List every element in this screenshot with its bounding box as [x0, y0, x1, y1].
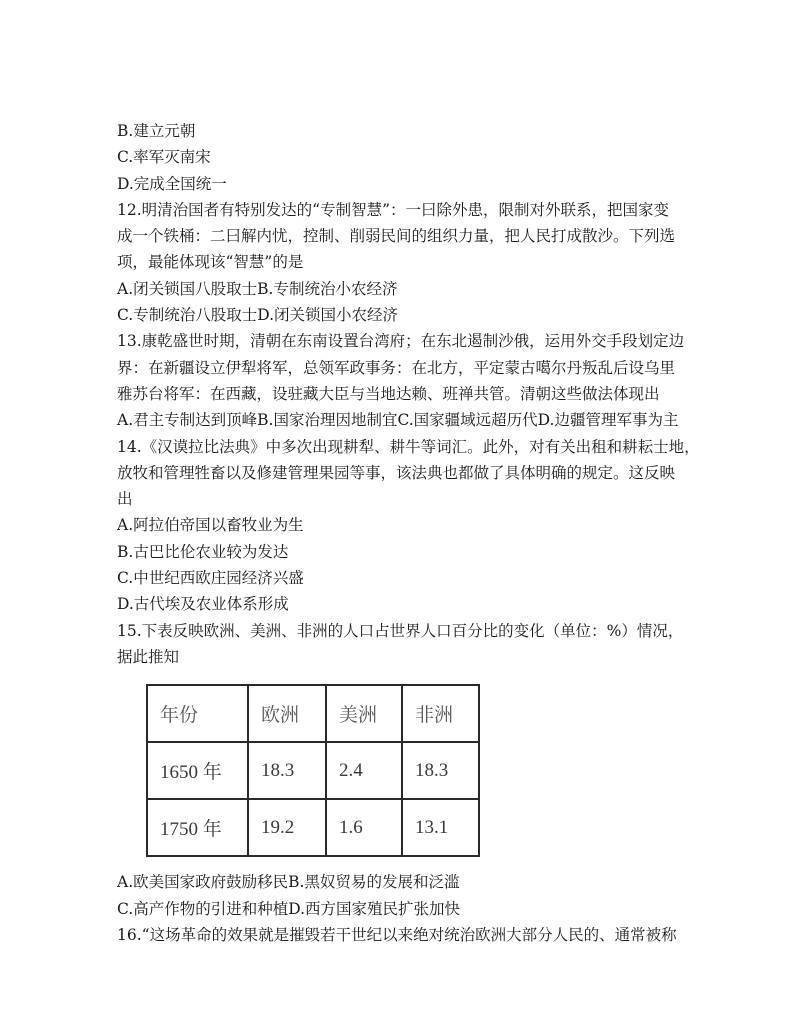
document-page: [117, 118, 700, 948]
option-line: C.率军灭南宋: [117, 148, 211, 167]
option-line: D.古代埃及农业体系形成: [117, 595, 289, 614]
option-line: A.闭关锁国八股取士B.专制统治小农经济: [117, 279, 398, 298]
table-cell: 18.3: [248, 742, 326, 799]
question-line: 出: [117, 490, 133, 509]
table-row: [147, 799, 479, 856]
population-table-wrapper: [146, 684, 687, 857]
table-cell: 13.1: [402, 799, 479, 856]
question-line: 界：在新疆设立伊犁将军，总领军政事务：在北方，平定蒙古噶尔丹叛乱后设乌里: [117, 358, 676, 377]
table-cell: 1750 年: [147, 799, 248, 856]
question-line: 放牧和管理牲畜以及修建管理果园等事，该法典也都做了具体明确的规定。这反映: [117, 463, 676, 482]
table-header-row: [147, 685, 479, 742]
question-line: 13.康乾盛世时期，清朝在东南设置台湾府；在东北遏制沙俄，运用外交手段划定边: [117, 332, 685, 351]
table-cell: 2.4: [326, 742, 402, 799]
option-line: C.高产作物的引进和种植D.西方国家殖民扩张加快: [117, 899, 461, 918]
text-block-bottom: [117, 869, 687, 948]
option-line: C.专制统治八股取士D.闭关锁国小农经济: [117, 306, 399, 325]
table-cell: 1650 年: [147, 742, 248, 799]
option-line: D.完成全国统一: [117, 174, 227, 193]
question-line: 16.“这场革命的效果就是摧毁若干世纪以来绝对统治欧洲大部分人民的、通常被称: [117, 925, 677, 944]
population-table: [146, 684, 480, 857]
table-header-cell: 非洲: [402, 685, 479, 742]
table-header-cell: 欧洲: [248, 685, 326, 742]
table-header-cell: 美洲: [326, 685, 402, 742]
table-header-cell: 年份: [147, 685, 248, 742]
table-cell: 19.2: [248, 799, 326, 856]
option-line: A.君主专制达到顶峰B.国家治理因地制宜C.国家疆域远超历代D.边疆管理军事为主: [117, 411, 679, 430]
question-line: 12.明清治国者有特别发达的“专制智慧”：一曰除外患，限制对外联系，把国家变: [117, 200, 670, 219]
question-line: 14.《汉谟拉比法典》中多次出现耕犁、耕牛等词汇。此外，对有关出租和耕耘士地，: [117, 437, 700, 456]
table-row: [147, 742, 479, 799]
question-line: 成一个铁桶：二曰解内忧，控制、削弱民间的组织力量，把人民打成散沙。下列选: [117, 227, 676, 246]
table-cell: 1.6: [326, 799, 402, 856]
question-line: 雅苏台将军：在西藏，设驻藏大臣与当地达赖、班禅共管。清朝这些做法体现出: [117, 384, 660, 403]
question-line: 15.下表反映欧洲、美洲、非洲的人口占世界人口百分比的变化（单位：%）情况，: [117, 621, 684, 640]
option-line: A.阿拉伯帝国以畜牧业为生: [117, 516, 304, 535]
option-line: A.欧美国家政府鼓励移民B.黑奴贸易的发展和泛滥: [117, 873, 460, 892]
option-line: B.古巴比伦农业较为发达: [117, 542, 289, 561]
option-line: C.中世纪西欧庄园经济兴盛: [117, 569, 304, 588]
table-cell: 18.3: [402, 742, 479, 799]
question-line: 项，最能体现该“智慧”的是: [117, 253, 304, 272]
text-block-top: [117, 118, 700, 670]
question-line: 据此推知: [117, 647, 180, 666]
option-line: B.建立元朝: [117, 122, 196, 140]
